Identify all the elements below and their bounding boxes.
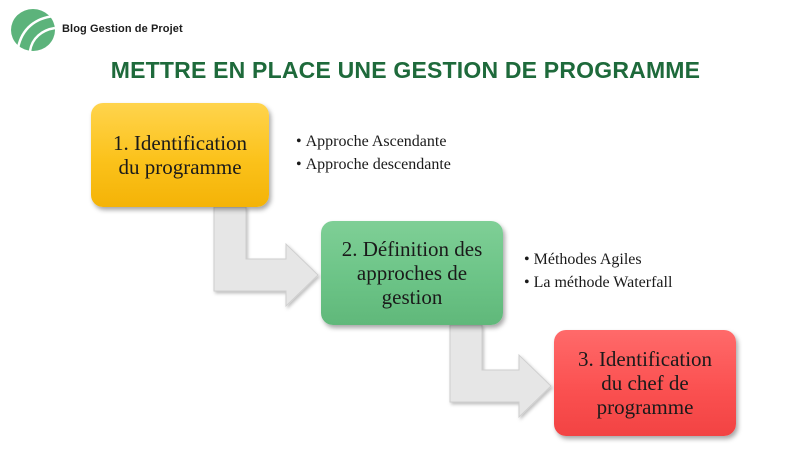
arrow-step2-to-step3	[450, 325, 551, 417]
bullet-item: • Approche Ascendante	[296, 130, 451, 153]
page-title: METTRE EN PLACE UNE GESTION DE PROGRAMME	[110, 57, 701, 83]
step-1-bullets	[296, 130, 451, 176]
bullet-item: • La méthode Waterfall	[524, 271, 672, 294]
step-2-bullets	[524, 248, 672, 294]
step-3-box: 3. Identification du chef de programme	[554, 330, 736, 436]
step-1-box: 1. Identification du programme	[91, 103, 269, 207]
step-2-box: 2. Définition des approches de gestion	[321, 221, 503, 325]
bullet-item: • Approche descendante	[296, 153, 451, 176]
bullet-item: • Méthodes Agiles	[524, 248, 672, 271]
arrow-step1-to-step2	[214, 207, 318, 306]
brand-name: Blog Gestion de Projet	[62, 23, 183, 35]
